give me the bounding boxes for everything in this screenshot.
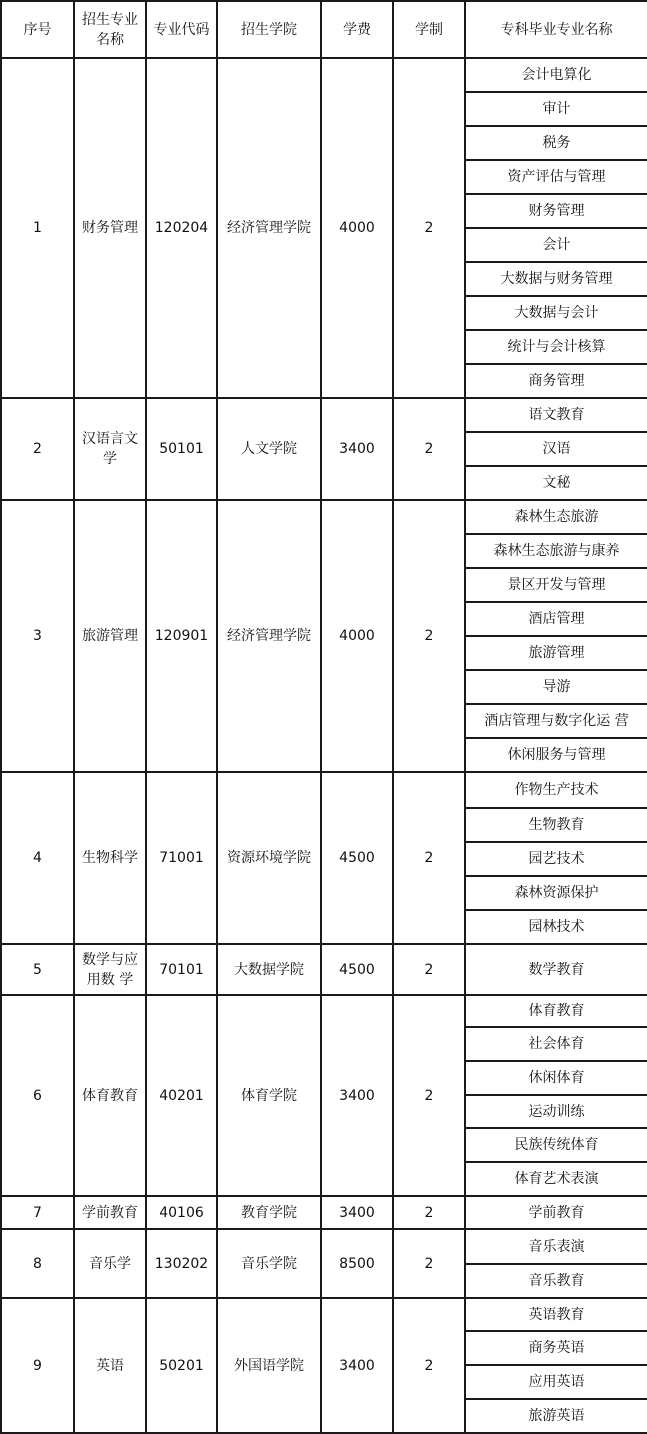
table-row: [1, 944, 647, 995]
tuition-cell: 4000: [321, 500, 393, 772]
prior-major-cell: 统计与会计核算: [465, 330, 647, 364]
prior-major-cell: 森林生态旅游: [465, 500, 647, 534]
table-row: [1, 398, 647, 432]
prior-major-cell: 商务管理: [465, 364, 647, 398]
prior-major-cell: 音乐教育: [465, 1264, 647, 1298]
major-name-cell: 英语: [74, 1298, 146, 1433]
prior-major-cell: 休闲服务与管理: [465, 738, 647, 772]
row-number-cell: 7: [1, 1196, 74, 1229]
tuition-cell: 8500: [321, 1229, 393, 1298]
prior-major-cell: 体育教育: [465, 995, 647, 1027]
table-row: [1, 772, 647, 808]
college-cell: 教育学院: [217, 1196, 321, 1229]
row-number-cell: 3: [1, 500, 74, 772]
major-name-cell: 生物科学: [74, 772, 146, 944]
college-cell: 音乐学院: [217, 1229, 321, 1298]
row-number-cell: 1: [1, 58, 74, 398]
prior-major-cell: 学前教育: [465, 1196, 647, 1229]
prior-major-cell: 休闲体育: [465, 1061, 647, 1095]
prior-major-cell: 旅游英语: [465, 1399, 647, 1433]
duration-cell: 2: [393, 995, 465, 1196]
table-body: [1, 58, 647, 1433]
duration-cell: 2: [393, 1298, 465, 1433]
major-code-cell: 40106: [146, 1196, 217, 1229]
prior-major-cell: 酒店管理与数字化运 营: [465, 704, 647, 738]
table-row: [1, 995, 647, 1027]
header-cell: 专科毕业专业名称: [465, 1, 647, 58]
prior-major-cell: 语文教育: [465, 398, 647, 432]
tuition-cell: 3400: [321, 995, 393, 1196]
row-number-cell: 2: [1, 398, 74, 500]
college-cell: 经济管理学院: [217, 500, 321, 772]
prior-major-cell: 会计: [465, 228, 647, 262]
prior-major-cell: 商务英语: [465, 1331, 647, 1365]
prior-major-cell: 税务: [465, 126, 647, 160]
major-code-cell: 71001: [146, 772, 217, 944]
row-number-cell: 6: [1, 995, 74, 1196]
prior-major-cell: 酒店管理: [465, 602, 647, 636]
major-code-cell: 50201: [146, 1298, 217, 1433]
prior-major-cell: 园林技术: [465, 910, 647, 944]
prior-major-cell: 森林生态旅游与康养: [465, 534, 647, 568]
row-number-cell: 5: [1, 944, 74, 995]
prior-major-cell: 汉语: [465, 432, 647, 466]
major-name-cell: 音乐学: [74, 1229, 146, 1298]
prior-major-cell: 财务管理: [465, 194, 647, 228]
header-cell: 专业代码: [146, 1, 217, 58]
prior-major-cell: 大数据与会计: [465, 296, 647, 330]
duration-cell: 2: [393, 398, 465, 500]
prior-major-cell: 作物生产技术: [465, 772, 647, 808]
college-cell: 体育学院: [217, 995, 321, 1196]
college-cell: 经济管理学院: [217, 58, 321, 398]
tuition-cell: 4500: [321, 772, 393, 944]
college-cell: 外国语学院: [217, 1298, 321, 1433]
major-code-cell: 120204: [146, 58, 217, 398]
prior-major-cell: 文秘: [465, 466, 647, 500]
row-number-cell: 8: [1, 1229, 74, 1298]
major-code-cell: 40201: [146, 995, 217, 1196]
prior-major-cell: 音乐表演: [465, 1229, 647, 1264]
header-cell: 招生专业名称: [74, 1, 146, 58]
table-row: [1, 58, 647, 92]
prior-major-cell: 园艺技术: [465, 842, 647, 876]
prior-major-cell: 运动训练: [465, 1095, 647, 1128]
major-name-cell: 汉语言文学: [74, 398, 146, 500]
table-row: [1, 500, 647, 534]
prior-major-cell: 英语教育: [465, 1298, 647, 1331]
tuition-cell: 4000: [321, 58, 393, 398]
major-code-cell: 70101: [146, 944, 217, 995]
prior-major-cell: 大数据与财务管理: [465, 262, 647, 296]
header-cell: 学制: [393, 1, 465, 58]
table-row: [1, 1196, 647, 1229]
prior-major-cell: 会计电算化: [465, 58, 647, 92]
major-name-cell: 学前教育: [74, 1196, 146, 1229]
prior-major-cell: 数学教育: [465, 944, 647, 995]
prior-major-cell: 旅游管理: [465, 636, 647, 670]
major-code-cell: 120901: [146, 500, 217, 772]
table-row: [1, 1229, 647, 1264]
tuition-cell: 3400: [321, 1298, 393, 1433]
header-cell: 序号: [1, 1, 74, 58]
duration-cell: 2: [393, 1196, 465, 1229]
tuition-cell: 3400: [321, 1196, 393, 1229]
major-code-cell: 130202: [146, 1229, 217, 1298]
duration-cell: 2: [393, 944, 465, 995]
prior-major-cell: 资产评估与管理: [465, 160, 647, 194]
prior-major-cell: 民族传统体育: [465, 1128, 647, 1162]
major-name-cell: 旅游管理: [74, 500, 146, 772]
prior-major-cell: 生物教育: [465, 808, 647, 842]
duration-cell: 2: [393, 1229, 465, 1298]
table-row: [1, 1298, 647, 1331]
prior-major-cell: 导游: [465, 670, 647, 704]
duration-cell: 2: [393, 772, 465, 944]
header-cell: 招生学院: [217, 1, 321, 58]
row-number-cell: 9: [1, 1298, 74, 1433]
major-name-cell: 财务管理: [74, 58, 146, 398]
tuition-cell: 3400: [321, 398, 393, 500]
header-cell: 学费: [321, 1, 393, 58]
prior-major-cell: 社会体育: [465, 1027, 647, 1061]
duration-cell: 2: [393, 500, 465, 772]
prior-major-cell: 森林资源保护: [465, 876, 647, 910]
header-row: [1, 1, 647, 58]
prior-major-cell: 应用英语: [465, 1365, 647, 1399]
prior-major-cell: 审计: [465, 92, 647, 126]
prior-major-cell: 景区开发与管理: [465, 568, 647, 602]
major-code-cell: 50101: [146, 398, 217, 500]
college-cell: 资源环境学院: [217, 772, 321, 944]
prior-major-cell: 体育艺术表演: [465, 1162, 647, 1196]
major-name-cell: 体育教育: [74, 995, 146, 1196]
duration-cell: 2: [393, 58, 465, 398]
college-cell: 大数据学院: [217, 944, 321, 995]
major-name-cell: 数学与应用数 学: [74, 944, 146, 995]
row-number-cell: 4: [1, 772, 74, 944]
college-cell: 人文学院: [217, 398, 321, 500]
tuition-cell: 4500: [321, 944, 393, 995]
